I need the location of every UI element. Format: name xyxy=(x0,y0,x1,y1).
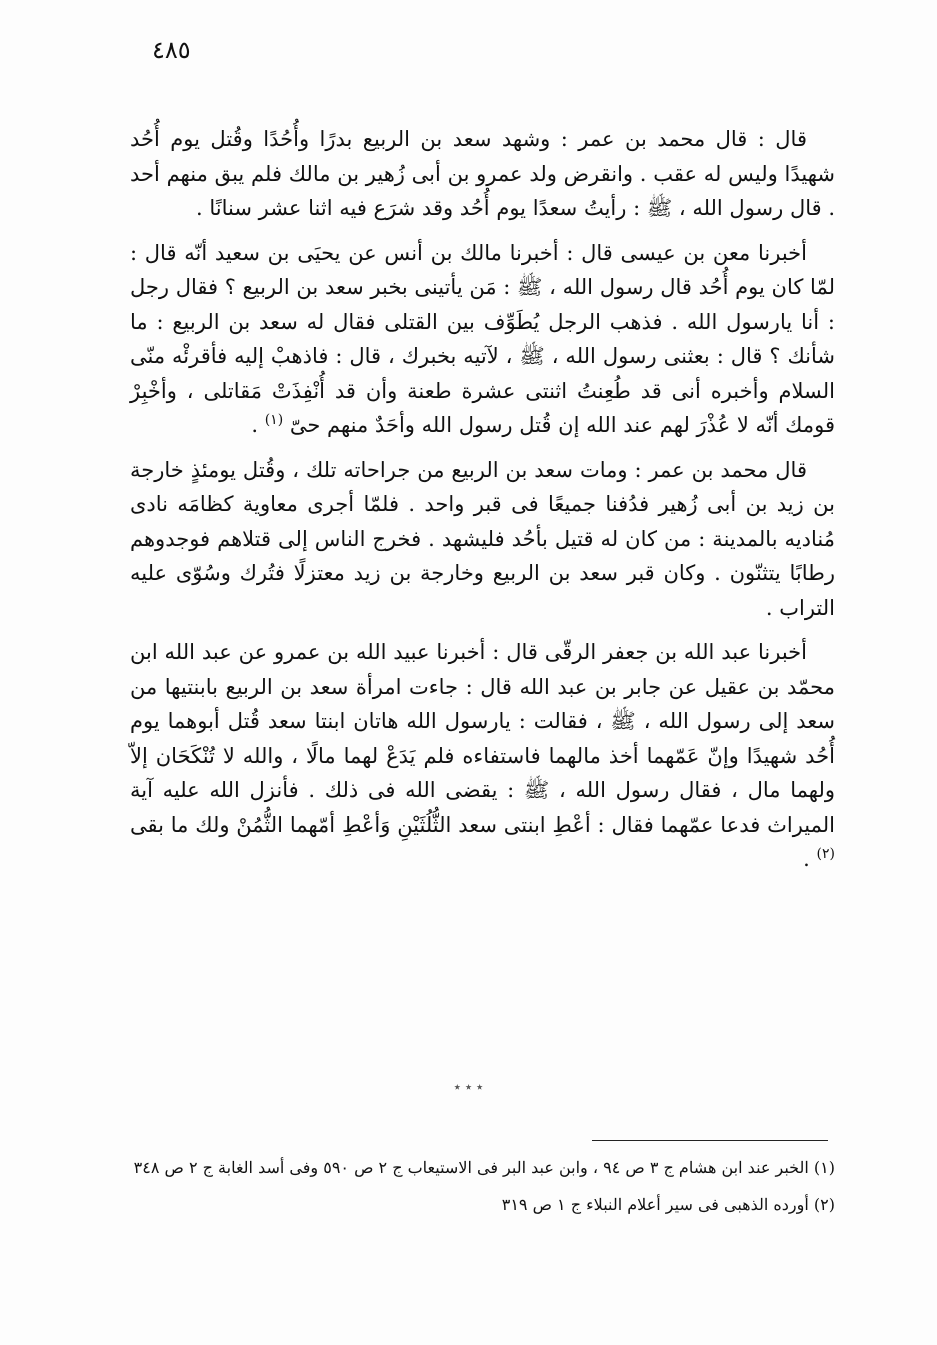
paragraph-1: قال : قال محمد بن عمر : وشهد سعد بن الربيع بدرًا وأُحُدًا وقُتل يوم أُحُد شهيدًا وليس له عقب . وانقرض ولد عمرو بن أبى زُهير بن مالك فلم يبق منهم أحد . قال رسول الله ، ﷺ : رأيتُ سعدًا يوم أُحُد وقد شرَع فيه اثنا عشر سنانًا . xyxy=(130,127,835,220)
page-number: ٤٨٥ xyxy=(152,36,191,64)
section-separator: ٭ ٭ ٭ xyxy=(453,1080,484,1095)
paragraph-4-period: . xyxy=(803,847,810,871)
paragraph-4 xyxy=(130,635,835,877)
footnote-divider-line xyxy=(592,1140,828,1141)
paragraph-2 xyxy=(130,236,835,443)
main-text xyxy=(130,122,835,887)
footnote-ref-2[interactable]: (٢) xyxy=(816,846,835,862)
paragraph-2-text: أخبرنا معن بن عيسى قال : أخبرنا مالك بن أنس عن يحيَى بن سعيد أنّه قال : لمّا كان يوم أُحُد قال رسول الله ، ﷺ : مَن يأتينى بخبر سعد بن الربيع ؟ فقال رجل : أنا يارسول الله . فذهب الرجل يُطَوِّف بين القتلى فقال له سعد بن الربيع : ما شأنك ؟ قال : بعثنى رسول الله ، ﷺ ، لآتيه بخبرك ، قال : فاذهبْ إليه فأقرئْه منّى السلام وأخبره أنى قد طُعِنتُ اثنتى عشرة طعنة وأن قد أُنْفِذَتْ مَقاتلى ، وأخْبِرْ قومك أنّه لا عُذْرَ لهم عند الله إن قُتل رسول الله وأحَدٌ منهم حىّ xyxy=(130,240,835,437)
paragraph-3: قال محمد بن عمر : ومات سعد بن الربيع من جراحاته تلك ، وقُتل يومئذٍ خارجة بن زيد بن أبى زُهير فدُفنا جميعًا فى قبر واحد . فلمّا أجرى معاوية كظامَه نادى مُناديه بالمدينة : من كان له قتيل بأحُد فليشهد . فخرج الناس إلى قتلاهم فوجدوهم رطابًا يتثنّون . وكان قبر سعد بن الربيع وخارجة بن زيد معتزلًا فتُرك وسُوّى عليه التراب . xyxy=(130,457,835,620)
footnote-1: (١) الخبر عند ابن هشام ج ٣ ص ٩٤ ، وابن عبد البر فى الاستيعاب ج ٢ ص ٥٩٠ وفى أسد الغابة ج ٢ ص ٣٤٨ xyxy=(133,1158,835,1177)
paragraph-4-text: أخبرنا عبد الله بن جعفر الرقّى قال : أخبرنا عبيد الله بن عمرو عن عبد الله ابن محمّد بن عقيل عن جابر بن عبد الله قال : جاءت امرأة سعد بن الربيع بابنتيها من سعد إلى رسول الله ، ﷺ ، فقالت : يارسول الله هاتان ابنتا سعد قُتل أبوهما يوم أُحُد شهيدًا وإنّ عَمّهما أخذ مالهما فاستفاءه فلم يَدَعْ لهما مالًا ، والله لا تُنْكَحَان إلاّ ولهما مال ، فقال رسول الله ، ﷺ : يقضى الله فى ذلك . فأنزل الله عليه آية الميراث فدعا عمّهما فقال : أعْطِ ابنتى سعد الثُّلُثَيْنِ وَأعْطِ أمّهما الثُّمُنْ ولك ما بقى xyxy=(130,640,835,837)
footnotes-section xyxy=(130,1152,835,1226)
footnote-ref-1[interactable]: (١) xyxy=(264,412,284,428)
footnote-2: (٢) أورده الذهبى فى سير أعلام النبلاء ج ١ ص ٣١٩ xyxy=(501,1195,835,1214)
paragraph-2-period: . xyxy=(251,413,259,437)
